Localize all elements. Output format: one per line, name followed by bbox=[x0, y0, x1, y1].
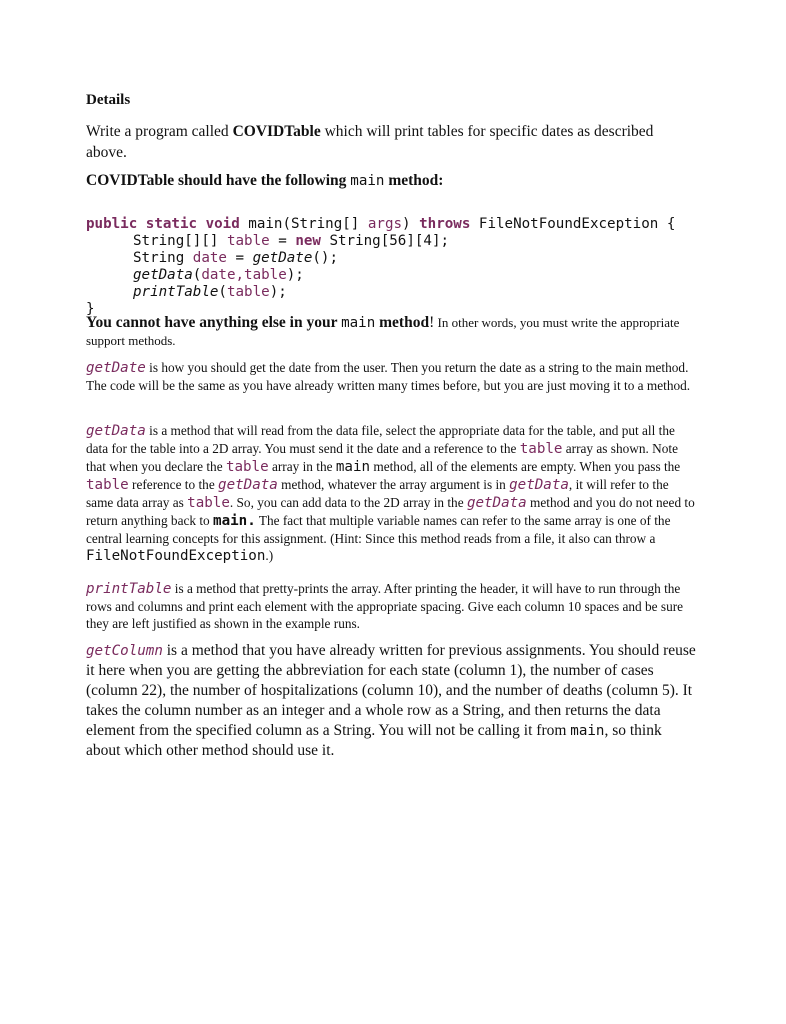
paragraph-printtable bbox=[86, 580, 698, 632]
code-call-getdata: getData bbox=[133, 267, 193, 283]
code-rest: (); bbox=[312, 250, 339, 266]
code-main: main bbox=[570, 723, 605, 739]
code-line-1 bbox=[86, 216, 675, 233]
rule-rest: In other words, you must write the appropriate support methods. bbox=[86, 315, 680, 348]
code-exception: FileNotFoundException { bbox=[470, 216, 676, 232]
getdata-text: method and you do not need to return anything back to bbox=[86, 495, 695, 528]
paragraph-getdata bbox=[86, 422, 698, 565]
code-args: args bbox=[367, 216, 403, 232]
code-args: table bbox=[226, 284, 270, 300]
rule-bold-text-end: method bbox=[375, 314, 430, 331]
kw-public-static-void: public static void bbox=[86, 216, 240, 232]
getdata-text: reference to the bbox=[128, 477, 219, 492]
getcolumn-text-end: , so think about which other method should use it. bbox=[86, 722, 662, 759]
code-table: table bbox=[187, 495, 230, 511]
code-eq: = bbox=[269, 233, 296, 249]
code-paren: ( bbox=[218, 284, 227, 300]
getdata-text: .) bbox=[265, 548, 274, 563]
paragraph-getcolumn bbox=[86, 641, 698, 761]
code-type: String bbox=[133, 250, 193, 266]
intro-paragraph bbox=[86, 121, 686, 163]
code-main: main. bbox=[213, 513, 256, 529]
code-line-6: } bbox=[86, 301, 95, 317]
main-code-word: main bbox=[350, 173, 385, 189]
rule-bold-text: You cannot have anything else in your bbox=[86, 314, 342, 331]
code-table: table bbox=[519, 441, 563, 457]
code-signature: main(String[] bbox=[239, 216, 368, 232]
method-name-getdate: getDate bbox=[86, 360, 146, 376]
getcolumn-text: is a method that you have already written for previous assignments. You should reuse it here when you are getting the abbreviation for each state (column 1), the number of cases (column 22), the number of hospitalizations (column 10), and the number of deaths (column 5). It takes the column number as an integer and a whole row as a String, and then returns the data element from the specified column as a String. You will not be calling it from bbox=[86, 642, 696, 739]
getdata-text: array in the bbox=[268, 459, 336, 474]
kw-throws: throws bbox=[419, 216, 471, 232]
rule-code-word: main bbox=[341, 315, 376, 331]
code-paren: ( bbox=[192, 267, 202, 283]
getdata-text: array as shown. Note that when you declare the bbox=[86, 441, 679, 474]
intro-text-end: which will print tables for specific dates as described above. bbox=[86, 123, 654, 161]
code-var-date: date bbox=[192, 250, 227, 266]
code-getdata: getData bbox=[509, 477, 569, 493]
code-eq: = bbox=[226, 250, 253, 266]
main-method-heading bbox=[86, 172, 443, 190]
getdate-text: is how you should get the date from the user. Then you return the date as a string to the main method. The code will be the same as you have already written many times before, but you are just moving it to a method. bbox=[86, 360, 691, 393]
getdata-text: . So, you can add data to the 2D array in the bbox=[229, 495, 467, 510]
code-getdata: getData bbox=[466, 495, 527, 511]
code-paren: ); bbox=[269, 284, 287, 300]
code-paren: ) bbox=[402, 216, 420, 232]
method-name-getcolumn: getColumn bbox=[86, 643, 163, 659]
code-main: main bbox=[335, 459, 371, 475]
getdata-text: method, whatever the array argument is in bbox=[277, 477, 510, 492]
code-line-2 bbox=[86, 233, 675, 250]
kw-new: new bbox=[295, 233, 321, 249]
method-name-printtable: printTable bbox=[86, 581, 172, 597]
program-name: COVIDTable bbox=[232, 123, 321, 140]
rule-bang: ! bbox=[429, 314, 435, 331]
code-table: table bbox=[225, 459, 269, 475]
code-paren: ); bbox=[286, 267, 304, 283]
rule-paragraph bbox=[86, 314, 696, 350]
getdata-text: method, all of the elements are empty. When you pass the bbox=[370, 459, 681, 474]
section-heading: Details bbox=[86, 92, 131, 108]
code-getdata: getData bbox=[218, 477, 278, 493]
code-line-5 bbox=[86, 284, 675, 301]
getdata-text: is a method that will read from the data file, select the appropriate data for the table, and put all the data for the table into a 2D array. You must send it the date and a reference to the bbox=[86, 423, 675, 456]
code-rest: String[56][4]; bbox=[320, 233, 450, 249]
code-line-4 bbox=[86, 267, 675, 284]
printtable-text: is a method that pretty-prints the array. After printing the header, it will have to run through the rows and columns and print each element with the appropriate spacing. Give each column 10 spaces and be sure they are left justified as shown in the example runs. bbox=[86, 581, 684, 631]
method-name-getdata: getData bbox=[86, 423, 146, 439]
paragraph-getdate bbox=[86, 359, 698, 394]
intro-text: Write a program called bbox=[86, 123, 233, 140]
code-table: table bbox=[86, 477, 129, 493]
code-call-printtable: printTable bbox=[133, 284, 219, 300]
main-heading-end: method: bbox=[384, 172, 444, 189]
code-call-getdate: getDate bbox=[252, 250, 313, 266]
getdata-text: , it will refer to the same data array as bbox=[86, 477, 669, 510]
code-type: String[][] bbox=[133, 233, 227, 249]
code-args: date,table bbox=[201, 267, 287, 283]
code-exception: FileNotFoundException bbox=[86, 548, 266, 564]
code-line-3 bbox=[86, 250, 675, 267]
getdata-text: The fact that multiple variable names can refer to the same array is one of the central learning concepts for this assignment. (Hint: Since this method reads from a file, it also can throw a bbox=[86, 513, 671, 546]
main-heading-text: COVIDTable should have the following bbox=[86, 172, 351, 189]
code-var-table: table bbox=[226, 233, 270, 249]
